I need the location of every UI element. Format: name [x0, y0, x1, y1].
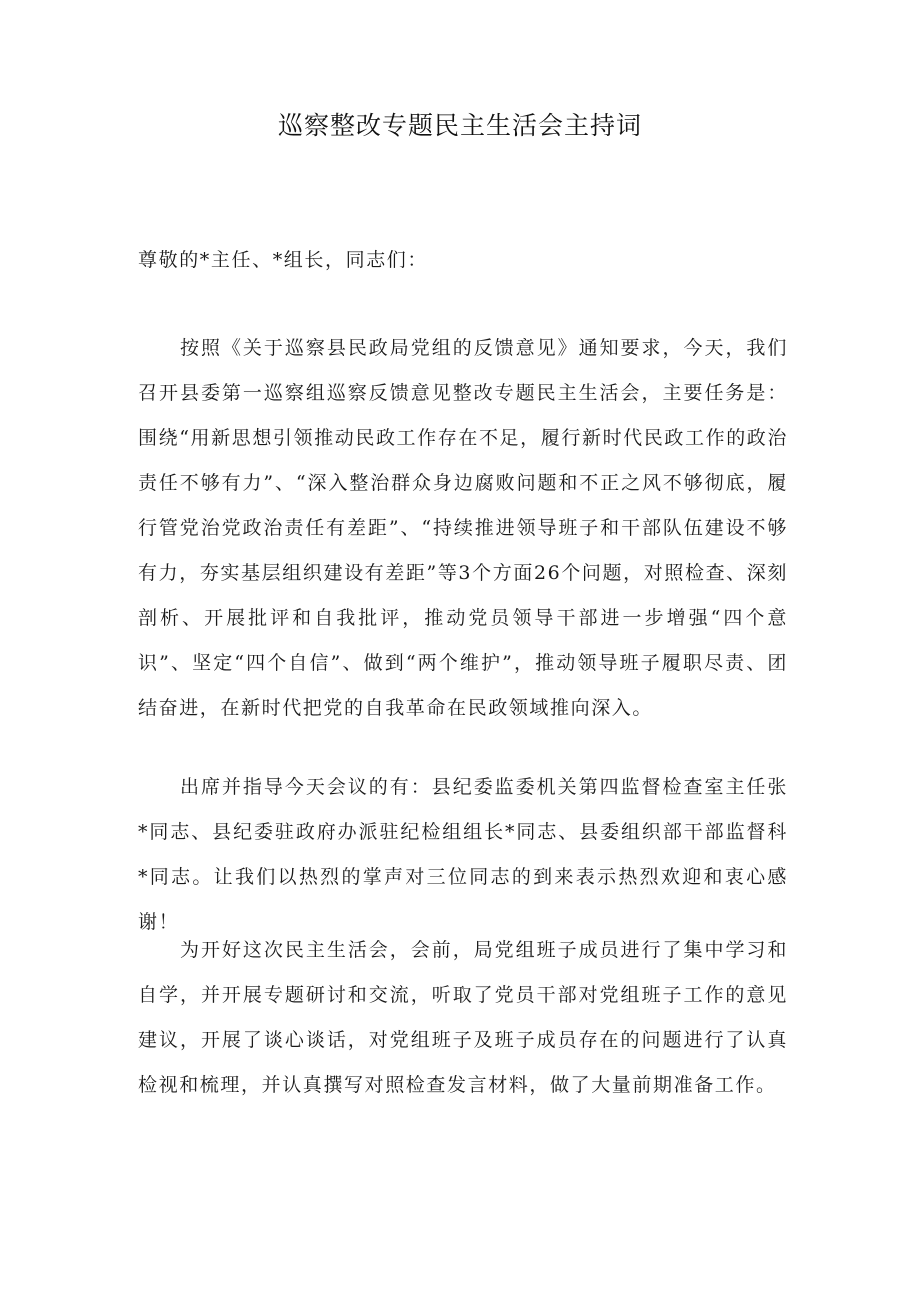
paragraph-attendees: 出席并指导今天会议的有：县纪委监委机关第四监督检查室主任张*同志、县纪委驻政府办派驻纪检组组长*同志、县委组织部干部监督科*同志。让我们以热烈的掌声对三位同志的到来表示热烈欢迎和衷心感谢！ [138, 776, 788, 933]
greeting-line: 尊敬的*主任、*组长，同志们： [138, 249, 429, 271]
paragraph-preparation: 为开好这次民主生活会，会前，局党组班子成员进行了集中学习和自学，并开展专题研讨和交流，听取了党员干部对党组班子工作的意见建议，开展了谈心谈话，对党组班子及班子成员存在的问题进行了认真检视和梳理，并认真撰写对照检查发言材料，做了大量前期准备工作。 [138, 939, 788, 1096]
paragraph-task: 按照《关于巡察县民政局党组的反馈意见》通知要求，今天，我们召开县委第一巡察组巡察反馈意见整改专题民主生活会，主要任务是：围绕“用新思想引领推动民政工作存在不足，履行新时代民政工作的政治责任不够有力”、“深入整治群众身边腐败问题和不正之风不够彻底，履行管党治党政治责任有差距”、“持续推进领导班子和干部队伍建设不够有力，夯实基层组织建设有差距”等3个方面26个问题，对照检查、深刻剖析、开展批评和自我批评，推动党员领导干部进一步增强“四个意识”、坚定“四个自信”、做到“两个维护”，推动领导班子履职尽责、团结奋进，在新时代把党的自我革命在民政领域推向深入。 [138, 337, 788, 719]
document-title: 巡察整改专题民主生活会主持词 [277, 111, 642, 140]
